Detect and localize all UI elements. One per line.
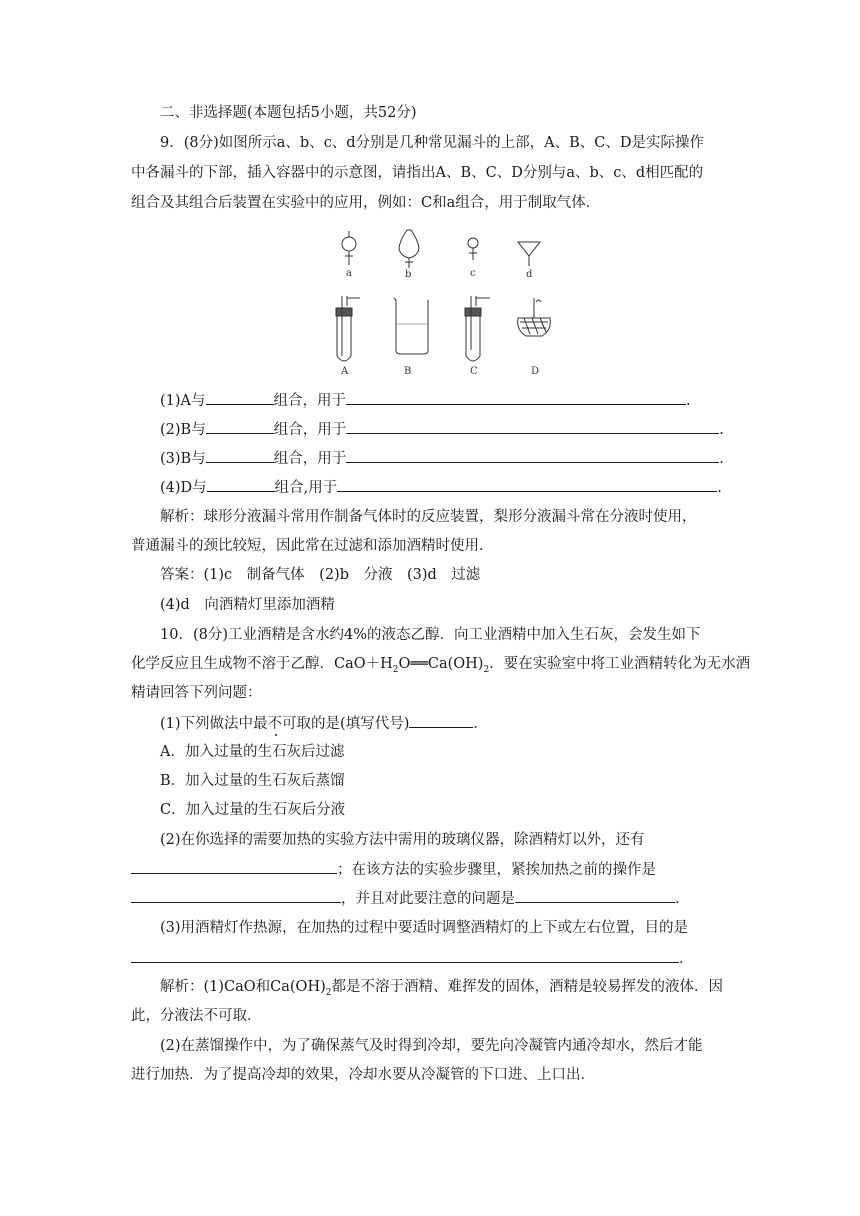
q10-analysis-line-2: 此，分液法不可取． <box>131 1008 262 1024</box>
q9-blank-4-period: . <box>717 480 722 496</box>
q10-part-1-end: ． <box>473 716 488 732</box>
q9-blank-3-answer-slot[interactable] <box>206 448 274 463</box>
q9-blank-4-use-slot[interactable] <box>337 477 717 492</box>
vessel-C-test-tube <box>465 296 490 361</box>
q10-part-2-line-2 <box>131 859 730 880</box>
q10-part-2-line-3 <box>131 888 730 909</box>
label-a: a <box>346 268 352 279</box>
q10-equation-pre: 化学反应且生成物不溶于乙醇．CaO＋H <box>131 656 393 672</box>
label-B: B <box>404 366 412 377</box>
q10-analysis-line-1 <box>160 977 730 1003</box>
q10-intro-line-1: 10．(8分)工业酒精是含水约4%的液态乙醇．向工业酒精中加入生石灰，会发生如下 <box>160 627 701 643</box>
q9-blank-3 <box>160 448 730 469</box>
q9-answer-line-1: 答案：(1)c 制备气体 (2)b 分液 (3)d 过滤 <box>160 567 481 583</box>
q9-blank-3-period: . <box>719 451 724 467</box>
q10-equation-mid: O══Ca(OH) <box>398 656 484 672</box>
q10-intro-line-2 <box>131 654 751 680</box>
label-b: b <box>405 269 412 280</box>
q10-intro-line-3: 精请回答下列问题： <box>131 685 262 701</box>
q10-part-2-line-2-text: ；在该方法的实验步骤里，紧挨加热之前的操作是 <box>337 862 656 878</box>
q10-part-3-end: ． <box>679 951 694 967</box>
q10-option-b: B．加入过量的生石灰后蒸馏 <box>160 773 345 789</box>
q9-blank-4-answer-slot[interactable] <box>207 477 275 492</box>
q9-blank-1-use-slot[interactable] <box>346 390 686 405</box>
funnel-a-ball-separatory <box>342 231 356 265</box>
label-c: c <box>470 268 476 279</box>
q10-part-1-pre: (1)下列做法中最 <box>160 716 268 732</box>
q10-analysis-line-4: 进行加热．为了提高冷却的效果，冷却水要从冷凝管的下口进、上口出． <box>131 1067 595 1083</box>
q10-option-c: C．加入过量的生石灰后分液 <box>160 802 346 818</box>
q10-analysis-line-3: (2)在蒸馏操作中，为了确保蒸气及时得到冷却，要先向冷凝管内通冷却水，然后才能 <box>160 1038 703 1054</box>
q9-intro-line-1: 9．(8分)如图所示a、b、c、d分别是几种常见漏斗的上部，A、B、C、D是实际操作 <box>160 135 704 151</box>
label-D: D <box>531 366 540 377</box>
q9-blank-2-mid: 组合，用于 <box>273 422 347 438</box>
q9-blank-1 <box>160 390 730 411</box>
q10-part-3-line-2 <box>131 948 730 969</box>
vessel-A-test-tube <box>336 296 360 361</box>
q10-part-2-line-3-end: ． <box>675 891 690 907</box>
label-d: d <box>526 269 533 280</box>
funnel-d-ordinary <box>518 242 540 266</box>
q9-analysis-line-2: 普通漏斗的颈比较短，因此常在过滤和添加酒精时使用． <box>131 538 494 554</box>
q9-blank-2-period: . <box>719 422 724 438</box>
q9-blank-1-answer-slot[interactable] <box>206 390 274 405</box>
q10-equation-post: ．要在实验室中将工业酒精转化为无水酒 <box>489 656 751 672</box>
q9-analysis-line-1: 解析：球形分液漏斗常用作制备气体时的反应装置，梨形分液漏斗常在分液时使用， <box>160 509 697 525</box>
q9-blank-2-use-slot[interactable] <box>346 419 719 434</box>
q9-blank-2-prefix: (2)B与 <box>160 422 206 438</box>
q10-option-a: A．加入过量的生石灰后过滤 <box>160 744 345 760</box>
q10-part-1-emphasis: 不 <box>267 716 283 732</box>
q9-blank-2 <box>160 419 730 440</box>
q9-blank-4-prefix: (4)D与 <box>160 480 207 496</box>
q9-intro-line-2: 中各漏斗的下部，插入容器中的示意图，请指出A、B、C、D分别与a、b、c、d相匹配的 <box>131 165 704 181</box>
q10-equation-sub-1: 2 <box>392 664 399 675</box>
q10-analysis-pre: 解析：(1)CaO和Ca(OH) <box>160 979 326 995</box>
vessel-D-alcohol-lamp <box>518 298 551 336</box>
q10-part-1-answer-slot[interactable] <box>409 713 473 728</box>
q9-blank-3-mid: 组合，用于 <box>273 451 347 467</box>
q10-part-2-glassware-slot[interactable] <box>131 859 337 874</box>
q10-part-2-line-1: (2)在你选择的需要加热的实验方法中需用的玻璃仪器，除酒精灯以外，还有 <box>160 832 645 848</box>
q10-part-2-line-3-text: ，并且对此要注意的问题是 <box>341 891 515 907</box>
q9-blank-1-mid: 组合，用于 <box>273 393 347 409</box>
funnel-b-pear-separatory <box>399 230 419 268</box>
q9-intro-line-3: 组合及其组合后装置在实验中的应用，例如：C和a组合，用于制取气体． <box>131 195 601 211</box>
q10-part-3-line-1: (3)用酒精灯作热源，在加热的过程中要适时调整酒精灯的上下或左右位置，目的是 <box>160 920 689 936</box>
q9-blank-1-period: . <box>686 393 691 409</box>
q9-blank-4-mid: 组合,用于 <box>274 480 338 496</box>
label-A: A <box>341 366 349 377</box>
q10-equation-sub-2: 2 <box>483 664 490 675</box>
q9-blank-3-use-slot[interactable] <box>346 448 719 463</box>
q10-analysis-post: 都是不溶于酒精、难挥发的固体，酒精是较易挥发的液体．因 <box>331 979 723 995</box>
q10-part-2-caution-slot[interactable] <box>515 888 675 903</box>
q10-part-2-step-slot[interactable] <box>131 888 341 903</box>
q9-blank-4 <box>160 477 730 498</box>
funnel-apparatus-figure <box>310 226 570 378</box>
q9-blank-2-answer-slot[interactable] <box>206 419 274 434</box>
q9-answer-line-2: (4)d 向酒精灯里添加酒精 <box>160 597 335 613</box>
q9-blank-1-prefix: (1)A与 <box>160 393 206 409</box>
vessel-B-beaker <box>394 298 428 354</box>
q9-blank-3-prefix: (3)B与 <box>160 451 206 467</box>
q10-part-3-purpose-slot[interactable] <box>131 948 679 963</box>
q10-part-1-post: 可取的是(填写代号) <box>282 716 410 732</box>
section-heading: 二、非选择题(本题包括5小题，共52分) <box>160 105 417 121</box>
q10-analysis-sub: 2 <box>325 987 332 998</box>
funnel-c-small-ball <box>468 238 478 260</box>
q10-part-1 <box>160 713 730 734</box>
label-C: C <box>470 366 478 377</box>
